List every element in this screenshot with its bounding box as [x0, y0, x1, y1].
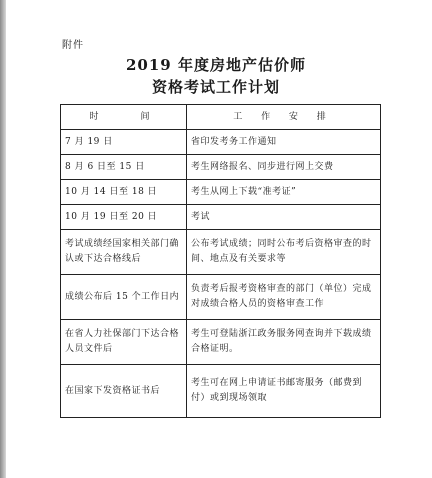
- time-cell: 成绩公布后 15 个工作日内: [61, 275, 187, 320]
- column-header-task: 工 作 安 排: [187, 105, 381, 130]
- task-cell: 考生可在网上申请证书邮寄服务（邮费到付）或到现场领取: [187, 365, 381, 418]
- table-row: [61, 230, 381, 275]
- task-cell: 负责考后报考资格审查的部门（单位）完成对成绩合格人员的资格审查工作: [187, 275, 381, 320]
- time-cell: 7 月 19 日: [61, 130, 187, 155]
- table-row: [61, 155, 381, 180]
- table-row: [61, 205, 381, 230]
- task-cell: 考试: [187, 205, 381, 230]
- table-row: [61, 130, 381, 155]
- table-row: [61, 275, 381, 320]
- document-title-line1: 2019 年度房地产估价师: [126, 56, 306, 74]
- attachment-label: 附件: [62, 40, 84, 51]
- time-cell: 考试成绩经国家相关部门确认或下达合格线后: [61, 230, 187, 275]
- task-cell: 公布考试成绩；同时公布考后资格审查的时间、地点及有关要求等: [187, 230, 381, 275]
- task-cell: 省印发考务工作通知: [187, 130, 381, 155]
- table-row: [61, 180, 381, 205]
- table-row: [61, 320, 381, 365]
- exam-schedule-table: [60, 104, 381, 418]
- table-header-row: [61, 105, 381, 130]
- task-cell: 考生网络报名、同步进行网上交费: [187, 155, 381, 180]
- document-title-line2: 资格考试工作计划: [151, 78, 280, 96]
- column-header-time: 时 间: [61, 105, 187, 130]
- task-cell: 考生可登陆浙江政务服务网查询并下载成绩合格证明。: [187, 320, 381, 365]
- time-cell: 在省人力社保部门下达合格人员文件后: [61, 320, 187, 365]
- time-cell: 10 月 14 日至 18 日: [61, 180, 187, 205]
- time-cell: 在国家下发资格证书后: [61, 365, 187, 418]
- time-cell: 8 月 6 日至 15 日: [61, 155, 187, 180]
- table-row: [61, 365, 381, 418]
- task-cell: 考生从网上下载“准考证”: [187, 180, 381, 205]
- time-cell: 10 月 19 日至 20 日: [61, 205, 187, 230]
